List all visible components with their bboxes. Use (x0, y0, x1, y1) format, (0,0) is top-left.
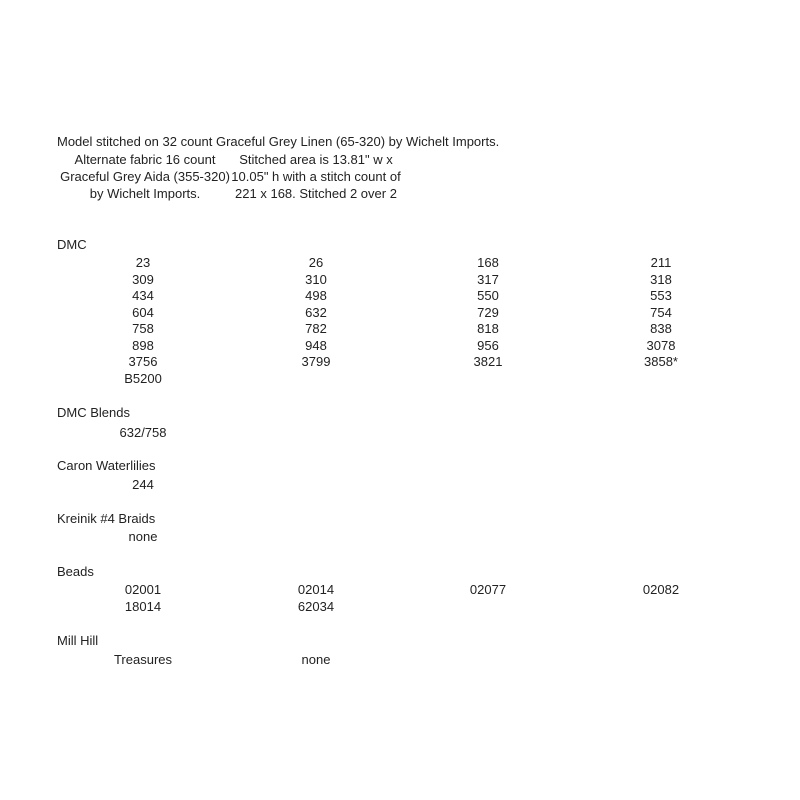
dmc-cell: 434 (132, 288, 154, 303)
dmc-heading: DMC (57, 237, 87, 252)
dmc-cell: 318 (650, 272, 672, 287)
bead-cell: 62034 (297, 599, 335, 614)
mill-hill-label: Treasures (113, 652, 173, 667)
bead-cell: 18014 (124, 599, 162, 614)
dmc-cell: 26 (308, 255, 324, 270)
dmc-cell: 758 (132, 321, 154, 336)
dmc-cell: 3799 (301, 354, 331, 369)
kreinik-heading: Kreinik #4 Braids (57, 511, 156, 526)
dmc-cell: 553 (650, 288, 672, 303)
dmc-cell: 956 (477, 338, 499, 353)
dmc-cell: 604 (132, 305, 154, 320)
dmc-cell: 168 (477, 255, 499, 270)
caron-heading: Caron Waterlilies (57, 458, 156, 473)
dmc-cell: 23 (135, 255, 151, 270)
dmc-cell: 211 (650, 255, 672, 270)
bead-cell: 02001 (124, 582, 162, 597)
bead-cell: 02077 (469, 582, 507, 597)
stitched-area-text: Stitched area is 13.81" w x 10.05" h with a stitch count of 221 x 168. Stitched 2 over 2 (231, 152, 401, 201)
alternate-fabric-text: Alternate fabric 16 count Graceful Grey Aida (355-320) by Wichelt Imports. (60, 152, 230, 201)
dmc-cell: 838 (650, 321, 672, 336)
caron-value: 244 (132, 477, 154, 492)
dmc-blends-value: 632/758 (119, 425, 167, 440)
mill-hill-heading: Mill Hill (57, 633, 99, 648)
mill-hill-value: none (301, 652, 331, 667)
kreinik-value: none (128, 529, 158, 544)
dmc-cell: 729 (477, 305, 499, 320)
dmc-cell: 3858* (644, 354, 678, 369)
model-line: Model stitched on 32 count Graceful Grey Linen (65-320) by Wichelt Imports. (57, 134, 500, 149)
dmc-cell: 309 (132, 272, 154, 287)
dmc-cell: 310 (305, 272, 327, 287)
bead-cell: 02014 (297, 582, 335, 597)
dmc-cell: 3821 (473, 354, 503, 369)
dmc-cell: B5200 (124, 371, 162, 386)
dmc-cell: 3756 (128, 354, 158, 369)
bead-cell: 02082 (642, 582, 680, 597)
dmc-blends-heading: DMC Blends (57, 405, 130, 420)
dmc-cell: 3078 (646, 338, 676, 353)
dmc-cell: 632 (305, 305, 327, 320)
dmc-cell: 550 (477, 288, 499, 303)
dmc-cell: 948 (305, 338, 327, 353)
dmc-cell: 818 (477, 321, 499, 336)
beads-heading: Beads (57, 564, 94, 579)
dmc-cell: 898 (132, 338, 154, 353)
dmc-cell: 317 (477, 272, 499, 287)
dmc-cell: 782 (305, 321, 327, 336)
dmc-cell: 498 (305, 288, 327, 303)
dmc-cell: 754 (650, 305, 672, 320)
